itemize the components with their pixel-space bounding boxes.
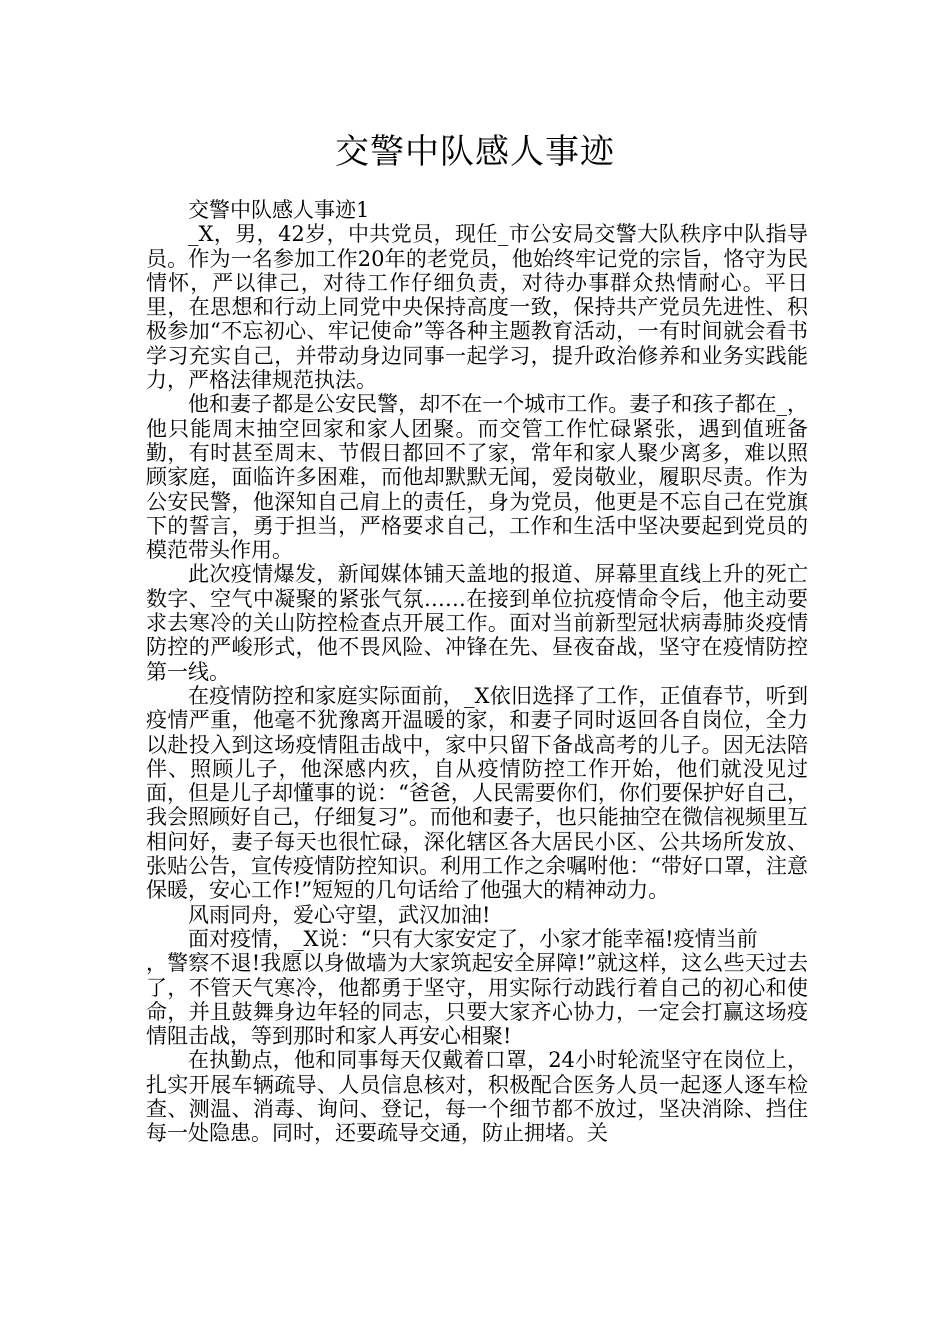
paragraph: 此次疫情爆发，新闻媒体铺天盖地的报道、屏幕里直线上升的死亡数字、空气中凝聚的紧张气氛……在接到单位抗疫情命令后，他主动要求去寒冷的关山防控检查点开展工作。面对当前新型冠状病毒肺炎疫情防控的严峻形式，他不畏风险、冲锋在先、昼夜奋战，坚守在疫情防控第一线。 bbox=[146, 562, 808, 684]
paragraph: 风雨同舟，爱心守望，武汉加油! bbox=[188, 902, 491, 927]
paragraph: _X，男，42岁，中共党员，现任_市公安局交警大队秩序中队指导员。作为一名参加工作20年的老党员，他始终牢记党的宗旨，恪守为民情怀，严以律己，对待工作仔细负责，对待办事群众热情耐心。平日里，在思想和行动上同党中央保持高度一致，保持共产党员先进性、积极参加“不忘初心、牢记使命”等各种主题教育活动，一有时间就会看书学习充实自己，并带动身边同事一起学习，提升政治修养和业务实践能力，严格法律规范执法。 bbox=[146, 222, 808, 393]
document-title: 交警中队感人事迹 bbox=[335, 132, 615, 172]
paragraph: 在疫情防控和家庭实际面前，_X依旧选择了工作，正值春节，听到疫情严重，他毫不犹豫离开温暖的家，和妻子同时返回各自岗位，全力以赴投入到这场疫情阻击战中，家中只留下备战高考的儿子。因无法陪伴、照顾儿子，他深感内疚，自从疫情防控工作开始，他们就没见过面，但是儿子却懂事的说：“爸爸，人民需要你们，你们要保护好自己，我会照顾好自己，仔细复习”。而他和妻子，也只能抽空在微信视频里互相问好，妻子每天也很忙碌，深化辖区各大居民小区、公共场所发放、张贴公告，宣传疫情防控知识。利用工作之余嘱咐他：“带好口罩，注意保暖，安心工作!”短短的几句话给了他强大的精神动力。 bbox=[146, 683, 808, 903]
paragraph: 在执勤点，他和同事每天仅戴着口罩，24小时轮流坚守在岗位上，扎实开展车辆疏导、人员信息核对，积极配合医务人员一起逐人逐车检查、测温、消毒、询问、登记，每一个细节都不放过，坚决消除、挡住每一处隐患。同时，还要疏导交通，防止拥堵。关 bbox=[146, 1048, 808, 1146]
section-heading: 交警中队感人事迹1 bbox=[188, 198, 370, 222]
document-body bbox=[146, 198, 808, 1146]
paragraph-continuation: ，警察不退!我愿以身做墙为大家筑起安全屏障!”就这样，这么些天过去了，不管天气寒冷，他都勇于坚守，用实际行动践行着自己的初心和使命，并且鼓舞身边年轻的同志，只要大家齐心协力，一定会打赢这场疫情阻击战，等到那时和家人再安心相聚! bbox=[146, 951, 808, 1049]
paragraph: 面对疫情，_X说：“只有大家安定了，小家才能幸福!疫情当前 bbox=[188, 926, 758, 951]
paragraph: 他和妻子都是公安民警，却不在一个城市工作。妻子和孩子都在_，他只能周末抽空回家和家人团聚。而交管工作忙碌紧张，遇到值班备勤，有时甚至周末、节假日都回不了家，常年和家人聚少离多，难以照顾家庭，面临许多困难，而他却默默无闻，爱岗敬业，履职尽责。作为公安民警，他深知自己肩上的责任，身为党员，他更是不忘自己在党旗下的誓言，勇于担当，严格要求自己，工作和生活中坚决要起到党员的模范带头作用。 bbox=[146, 392, 808, 563]
